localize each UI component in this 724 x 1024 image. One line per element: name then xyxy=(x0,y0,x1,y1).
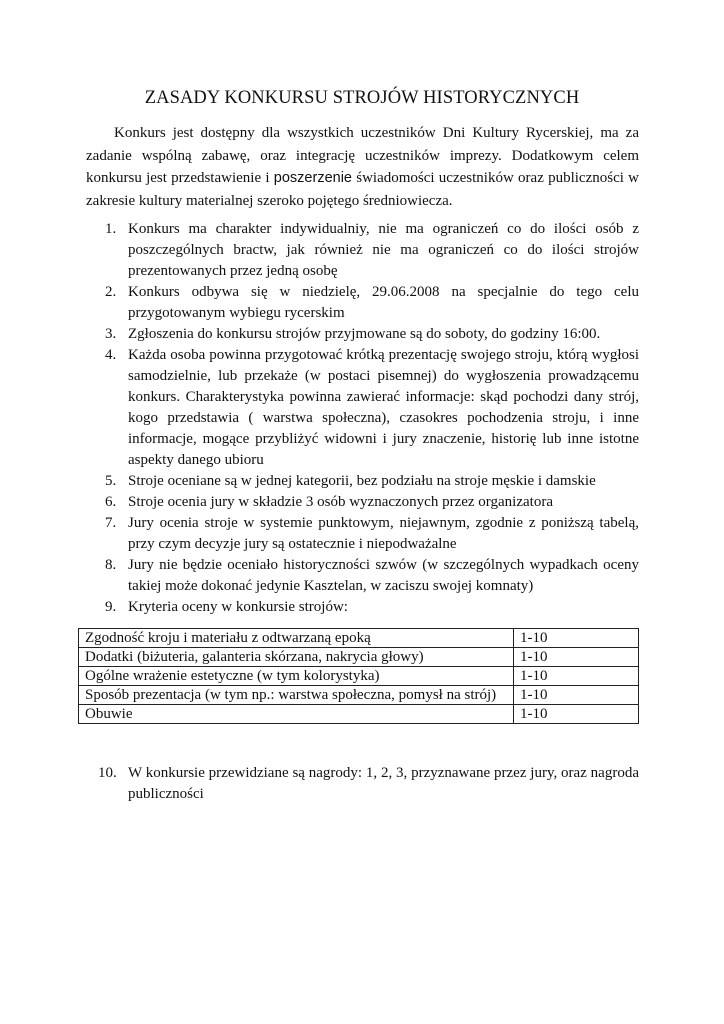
criterion-score: 1-10 xyxy=(514,686,639,705)
rule-item-9 xyxy=(86,597,639,618)
rule-text: Jury nie będzie oceniało historyczności szwów (w szczególnych wypadkach oceny takiej może dokonać jedynie Kasztelan, w zaciszu swojej komnaty) xyxy=(128,557,639,594)
rule-number: 1. xyxy=(105,221,117,237)
criterion-label: Zgodność kroju i materiału z odtwarzaną epoką xyxy=(79,629,514,648)
table-row xyxy=(79,629,639,648)
table-row xyxy=(79,705,639,724)
criterion-label: Sposób prezentacja (w tym np.: warstwa społeczna, pomysł na strój) xyxy=(79,686,514,705)
rule-text: Konkurs ma charakter indywidualniy, nie ma ograniczeń co do ilości osób z poszczególnych bractw, jak również nie ma ograniczeń co do ilości strojów prezentowanych przez jedną osobę xyxy=(128,221,639,279)
rule-number: 6. xyxy=(105,494,117,510)
criterion-label: Ogólne wrażenie estetyczne (w tym kolorystyka) xyxy=(79,667,514,686)
rule-item-6 xyxy=(86,492,639,513)
criterion-label: Obuwie xyxy=(79,705,514,724)
rule-text: Stroje oceniane są w jednej kategorii, bez podziału na stroje męskie i damskie xyxy=(128,473,596,489)
document-title: ZASADY KONKURSU STROJÓW HISTORYCZNYCH xyxy=(144,88,580,108)
rule-text: Kryteria oceny w konkursie strojów: xyxy=(128,599,348,615)
rule-item-1 xyxy=(86,219,639,282)
rule-text: Jury ocenia stroje w systemie punktowym, niejawnym, zgodnie z poniższą tabelą, przy czym decyzje jury są ostatecznie i niepodważalne xyxy=(128,515,639,552)
rule-item-7 xyxy=(86,513,639,555)
rule-item-8 xyxy=(86,555,639,597)
table-row xyxy=(79,667,639,686)
criterion-label: Dodatki (biżuteria, galanteria skórzana, nakrycia głowy) xyxy=(79,648,514,667)
rule-item-4 xyxy=(86,345,639,471)
intro-text-part-1: Konkurs jest dostępny dla wszystkich uczestników Dni Kultury Rycerskiej, ma za zadanie wspólną zabawę, oraz integrację uczestników imprezy. Dodatkowym celem konkursu jest przedstawienie i xyxy=(86,125,639,186)
rule-number: 5. xyxy=(105,473,117,489)
rule-item-3 xyxy=(86,324,639,345)
rule-number: 4. xyxy=(105,347,117,363)
intro-word-sans: poszerzenie xyxy=(273,170,352,186)
prize-list xyxy=(86,763,639,805)
intro-text-part-2: świadomości uczestników oraz publiczności w zakresie kultury materialnej szeroko pojętego średniowiecza. xyxy=(86,170,639,209)
rule-number: 3. xyxy=(105,326,117,342)
table-row xyxy=(79,648,639,667)
table-row xyxy=(79,686,639,705)
criterion-score: 1-10 xyxy=(514,629,639,648)
rule-number: 8. xyxy=(105,557,117,573)
criteria-table xyxy=(78,628,639,724)
rule-number: 2. xyxy=(105,284,117,300)
rules-list xyxy=(86,219,639,618)
rule-text: Konkurs odbywa się w niedzielę, 29.06.2008 na specjalnie do tego celu przygotowanym wybiegu rycerskim xyxy=(128,284,639,321)
intro-paragraph xyxy=(86,122,639,212)
rule-item-5 xyxy=(86,471,639,492)
rule-number: 9. xyxy=(105,599,117,615)
rule-number: 7. xyxy=(105,515,117,531)
rule-text: Stroje ocenia jury w składzie 3 osób wyznaczonych przez organizatora xyxy=(128,494,553,510)
criterion-score: 1-10 xyxy=(514,667,639,686)
rule-text: Zgłoszenia do konkursu strojów przyjmowane są do soboty, do godziny 16:00. xyxy=(128,326,601,342)
criterion-score: 1-10 xyxy=(514,705,639,724)
rule-item-10 xyxy=(86,763,639,805)
rule-item-2 xyxy=(86,282,639,324)
rule-text: W konkursie przewidziane są nagrody: 1, 2, 3, przyznawane przez jury, oraz nagroda publiczności xyxy=(128,765,639,802)
rule-text: Każda osoba powinna przygotować krótką prezentację swojego stroju, którą wygłosi samodzielnie, lub przekaże (w postaci pisemnej) do wygłoszenia prowadzącemu konkurs. Charakterystyka powinna zawierać informacje: skąd pochodzi dany strój, kogo przedstawia ( warstwa społeczna), czasokres pochodzenia stroju, i inne informacje, mogące przybliżyć widowni i jury znaczenie, historię lub inne istotne aspekty danego ubioru xyxy=(128,347,639,468)
rule-number: 10. xyxy=(98,765,117,781)
criterion-score: 1-10 xyxy=(514,648,639,667)
